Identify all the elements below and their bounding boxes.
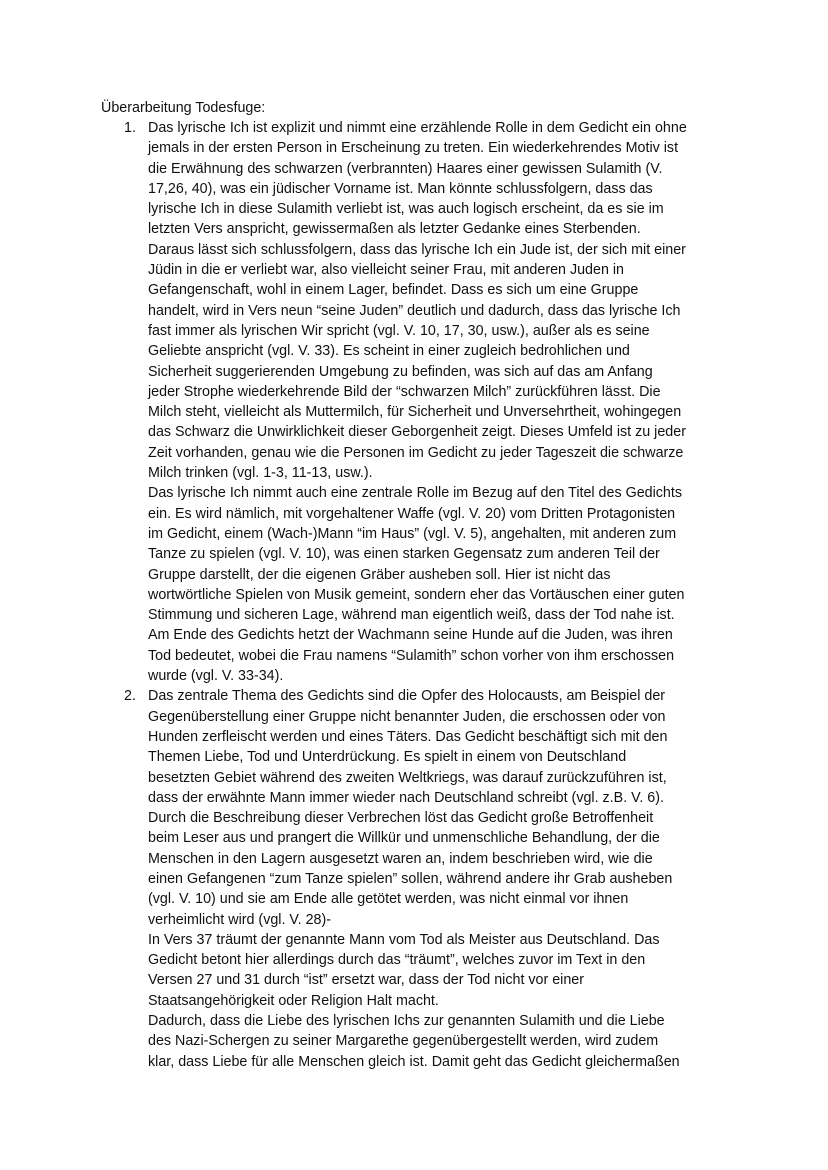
text-line: wortwörtliche Spielen von Musik gemeint, sondern eher das Vortäuschen einer guten bbox=[148, 586, 685, 603]
text-line: einen Gefangenen “zum Tanze spielen” sollen, während andere ihr Grab ausheben bbox=[148, 870, 673, 887]
text-line: Gefangenschaft, wohl in einem Lager, befindet. Dass es sich um eine Gruppe bbox=[148, 282, 639, 299]
text-line: Daraus lässt sich schlussfolgern, dass das lyrische Ich ein Jude ist, der sich mit einer bbox=[148, 241, 686, 258]
text-line: Das zentrale Thema des Gedichts sind die Opfer des Holocausts, am Beispiel der bbox=[148, 688, 666, 705]
text-line: Milch trinken (vgl. 1-3, 11-13, usw.). bbox=[148, 465, 373, 482]
text-line: lyrische Ich in diese Sulamith verliebt ist, was auch logisch erscheint, da es sie im bbox=[148, 201, 664, 218]
text-line: dass der erwähnte Mann immer wieder nach Deutschland schreibt (vgl. z.B. V. 6). bbox=[148, 789, 664, 806]
document-title: Überarbeitung Todesfuge: bbox=[101, 100, 266, 116]
text-line: Gegenüberstellung einer Gruppe nicht benannter Juden, die erschossen oder von bbox=[148, 708, 666, 725]
text-line: fast immer als lyrischen Wir spricht (vgl. V. 10, 17, 30, usw.), außer als es seine bbox=[148, 322, 650, 339]
text-line: Das lyrische Ich ist explizit und nimmt eine erzählende Rolle in dem Gedicht ein ohne bbox=[148, 120, 687, 136]
text-line: Geliebte anspricht (vgl. V. 33). Es scheint in einer zugleich bedrohlichen und bbox=[148, 343, 630, 360]
text-line: (vgl. V. 10) und sie am Ende alle getötet werden, was nicht einmal vor ihnen bbox=[148, 891, 629, 908]
text-line: Gedicht betont hier allerdings durch das “träumt”, welches zuvor im Text in den bbox=[148, 952, 646, 969]
list-item-text bbox=[148, 686, 748, 1072]
text-line: das Schwarz die Unwirklichkeit dieser Geborgenheit zeigt. Dieses Umfeld ist zu jeder bbox=[148, 424, 686, 441]
text-line: Jüdin in die er verliebt war, also vielleicht seiner Frau, mit anderen Juden in bbox=[148, 262, 625, 279]
text-line: handelt, wird in Vers neun “seine Juden” deutlich und dadurch, dass das lyrische Ich bbox=[148, 302, 681, 319]
text-line: verheimlicht wird (vgl. V. 28)- bbox=[148, 911, 332, 928]
list-item-number: 2. bbox=[124, 688, 136, 705]
list-item-number: 1. bbox=[124, 120, 136, 136]
text-line: im Gedicht, einem (Wach-)Mann “im Haus” (vgl. V. 5), angehalten, mit anderen zum bbox=[148, 525, 677, 542]
text-line: die Erwähnung des schwarzen (verbrannten) Haares einer gewissen Sulamith (V. bbox=[148, 160, 663, 177]
list-item bbox=[0, 118, 687, 686]
text-line: Hunden zerfleischt werden und eines Täters. Das Gedicht beschäftigt sich mit den bbox=[148, 728, 668, 745]
text-line: Sicherheit suggerierenden Umgebung zu befinden, was sich auf das am Anfang bbox=[148, 363, 653, 380]
text-line: Am Ende des Gedichts hetzt der Wachmann seine Hunde auf die Juden, was ihren bbox=[148, 627, 673, 644]
text-line: Gruppe darstellt, der die eigenen Gräber ausheben soll. Hier ist nicht das bbox=[148, 566, 611, 583]
text-line: Zeit vorhanden, genau wie die Personen im Gedicht zu jeder Tageszeit die schwarze bbox=[148, 444, 684, 461]
text-line: 17,26, 40), was ein jüdischer Vorname ist. Man könnte schlussfolgern, dass das bbox=[148, 180, 653, 197]
text-line: Stimmung und sicheren Lage, während man eigentlich weiß, dass der Tod nahe ist. bbox=[148, 607, 675, 624]
text-line: Tod bedeutet, wobei die Frau namens “Sulamith” schon vorher von ihm erschossen bbox=[148, 647, 675, 664]
text-line: jemals in der ersten Person in Erscheinung zu treten. Ein wiederkehrendes Motiv ist bbox=[148, 140, 679, 157]
text-line: ein. Es wird nämlich, mit vorgehaltener Waffe (vgl. V. 20) vom Dritten Protagonisten bbox=[148, 505, 676, 522]
text-line: wurde (vgl. V. 33-34). bbox=[148, 668, 284, 685]
text-line: Milch steht, vielleicht als Muttermilch, für Sicherheit und Unversehrtheit, wohingegen bbox=[148, 404, 682, 421]
text-line: jeder Strophe wiederkehrende Bild der “schwarzen Milch” zurückführen lässt. Die bbox=[148, 383, 661, 400]
text-line: Menschen in den Lagern ausgesetzt waren an, indem beschrieben wird, wie die bbox=[148, 850, 653, 867]
list-item bbox=[0, 686, 680, 1072]
text-line: beim Leser aus und prangert die Willkür und unmenschliche Behandlung, der die bbox=[148, 830, 660, 847]
text-line: Versen 27 und 31 durch “ist” ersetzt war, dass der Tod nicht vor einer bbox=[148, 972, 585, 989]
text-line: Das lyrische Ich nimmt auch eine zentrale Rolle im Bezug auf den Titel des Gedichts bbox=[148, 485, 683, 502]
text-line: In Vers 37 träumt der genannte Mann vom Tod als Meister aus Deutschland. Das bbox=[148, 931, 660, 948]
text-line: Durch die Beschreibung dieser Verbrechen löst das Gedicht große Betroffenheit bbox=[148, 810, 654, 827]
text-line: Dadurch, dass die Liebe des lyrischen Ichs zur genannten Sulamith und die Liebe bbox=[148, 1013, 665, 1030]
text-line: Staatsangehörigkeit oder Religion Halt macht. bbox=[148, 992, 439, 1009]
text-line: besetzten Gebiet während des zweiten Weltkriegs, was darauf zurückzuführen ist, bbox=[148, 769, 667, 786]
text-line: Themen Liebe, Tod und Unterdrückung. Es spielt in einem von Deutschland bbox=[148, 749, 627, 766]
text-line: klar, dass Liebe für alle Menschen gleich ist. Damit geht das Gedicht gleichermaßen bbox=[148, 1053, 680, 1070]
numbered-list bbox=[0, 118, 687, 1072]
text-line: Tanze zu spielen (vgl. V. 10), was einen starken Gegensatz zum anderen Teil der bbox=[148, 546, 660, 563]
list-item-text bbox=[148, 118, 748, 686]
text-line: des Nazi-Schergen zu seiner Margarethe gegenübergestellt werden, wird zudem bbox=[148, 1033, 659, 1050]
text-line: letzten Vers anspricht, gewissermaßen als letzter Gedanke eines Sterbenden. bbox=[148, 221, 641, 238]
